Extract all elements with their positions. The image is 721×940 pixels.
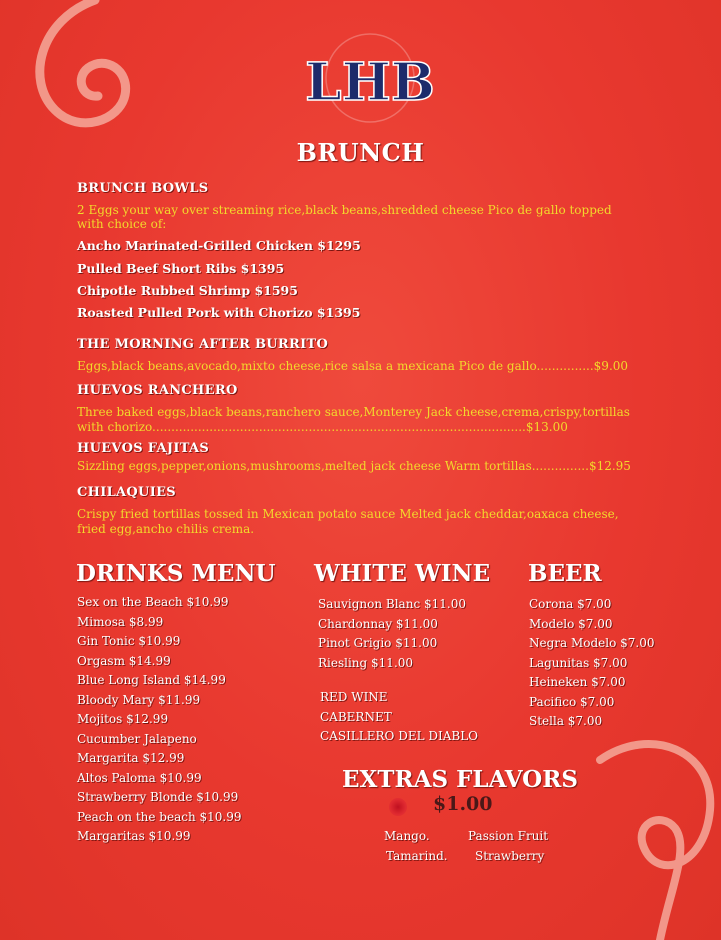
swirl-top-left — [0, 0, 150, 150]
extras-price: $1.00 — [433, 793, 493, 815]
drink-item: Margaritas $10.99 — [77, 829, 191, 843]
drink-item: Mojitos $12.99 — [77, 712, 169, 726]
drink-item: Sex on the Beach $10.99 — [77, 595, 229, 609]
drink-item: Bloody Mary $11.99 — [77, 692, 201, 707]
bowl-item: Roasted Pulled Pork with Chorizo $1395 — [77, 305, 361, 320]
beer-item: Negra Modelo $7.00 — [529, 636, 655, 650]
beer-item: Heineken $7.00 — [529, 675, 626, 689]
swirl-bottom-right — [590, 730, 721, 940]
bowl-item: Ancho Marinated-Grilled Chicken $1295 — [77, 238, 361, 253]
ranchero-desc-2: with chorizo..................................................................................................$13.00 — [77, 420, 568, 434]
drink-item: Orgasm $14.99 — [77, 653, 171, 668]
drink-item: Blue Long Island $14.99 — [77, 673, 226, 687]
brunch-bowls-desc-1: 2 Eggs your way over streaming rice,black beans,shredded cheese Pico de gallo topped — [77, 203, 612, 217]
bowl-item: Pulled Beef Short Ribs $1395 — [77, 261, 285, 276]
beer-item: Lagunitas $7.00 — [529, 655, 628, 670]
fajitas-desc: Sizzling eggs,pepper,onions,mushrooms,melted jack cheese Warm tortillas...............$12.95 — [77, 459, 631, 473]
rose-icon — [389, 798, 407, 816]
drink-item: Peach on the beach $10.99 — [77, 809, 242, 824]
drink-item: Strawberry Blonde $10.99 — [77, 790, 239, 804]
drink-item: Cucumber Jalapeno — [77, 731, 197, 746]
white-wine-item: Sauvignon Blanc $11.00 — [318, 597, 466, 611]
ranchero-title: HUEVOS RANCHERO — [77, 383, 238, 398]
beer-list — [529, 597, 655, 734]
drinks-list — [77, 595, 241, 849]
ranchero-desc-1: Three baked eggs,black beans,ranchero sauce,Monterey Jack cheese,crema,crispy,tortillas — [77, 405, 630, 419]
flavor-item: Strawberry — [475, 849, 545, 863]
white-wine-item: Chardonnay $11.00 — [318, 616, 438, 631]
white-wine-item: Pinot Grigio $11.00 — [318, 636, 438, 650]
beer-item: Pacifico $7.00 — [529, 694, 615, 709]
red-wine-list — [320, 690, 478, 749]
white-wine-list — [318, 597, 466, 675]
drinks-title: DRINKS MENU — [76, 560, 276, 587]
brunch-bowls-title: BRUNCH BOWLS — [77, 181, 209, 196]
beer-title: BEER — [528, 560, 602, 587]
red-wine-item: CASILLERO DEL DIABLO — [320, 729, 479, 743]
chilaquies-desc-2: fried egg,ancho chilis crema. — [77, 522, 255, 536]
brunch-bowls-desc-2: with choice of: — [77, 217, 167, 231]
drink-item: Mimosa $8.99 — [77, 614, 164, 629]
beer-item: Modelo $7.00 — [529, 616, 613, 631]
drink-item: Margarita $12.99 — [77, 751, 185, 765]
burrito-title: THE MORNING AFTER BURRITO — [77, 337, 329, 352]
white-wine-item: Riesling $11.00 — [318, 655, 414, 670]
drink-item: Gin Tonic $10.99 — [77, 634, 181, 648]
flavor-item: Tamarind. — [386, 849, 448, 863]
red-wine-item: RED WINE — [320, 690, 388, 704]
extras-title: EXTRAS FLAVORS — [342, 766, 578, 793]
chilaquies-desc-1: Crispy fried tortillas tossed in Mexican potato sauce Melted jack cheddar,oaxaca cheese, — [77, 507, 619, 521]
chilaquies-title: CHILAQUIES — [77, 485, 176, 500]
beer-item: Corona $7.00 — [529, 597, 612, 611]
bowl-item: Chipotle Rubbed Shrimp $1595 — [77, 283, 298, 298]
flavor-item: Mango. — [384, 829, 430, 843]
burrito-desc: Eggs,black beans,avocado,mixto cheese,rice salsa a mexicana Pico de gallo...............$9.00 — [77, 359, 629, 373]
drink-item: Altos Paloma $10.99 — [77, 770, 202, 785]
flavor-item: Passion Fruit — [468, 829, 549, 843]
beer-item: Stella $7.00 — [529, 714, 603, 728]
logo-monogram: LHB — [305, 52, 435, 113]
lhb-logo — [305, 30, 435, 130]
page-title: BRUNCH — [296, 138, 425, 167]
red-wine-item: CABERNET — [320, 709, 392, 724]
fajitas-title: HUEVOS FAJITAS — [77, 441, 210, 456]
white-wine-title: WHITE WINE — [314, 560, 491, 587]
